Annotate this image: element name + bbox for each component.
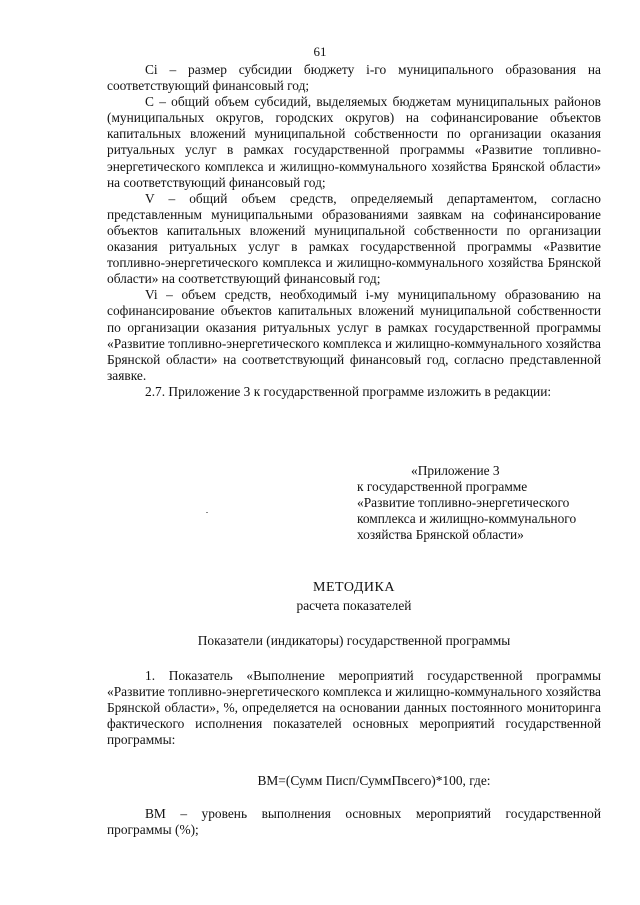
subsidy-definitions	[107, 62, 601, 400]
paragraph-appendix-instruction: 2.7. Приложение 3 к государственной программе изложить в редакции:	[145, 383, 552, 399]
paragraph-vi-definition: Vi – объем средств, необходимый i-му муниципальному образованию на софинансирование объектов капитальных вложений муниципальной собственности по организации оказания ритуальных услуг в рамках государственной программы «Развитие топливно-энергетического комплекса и жилищно-коммунального хозяйства Брянской области» на соответствующий финансовый год, согласно представленной заявке.	[107, 287, 601, 383]
page-number: 61	[313, 44, 327, 59]
scan-speck	[206, 512, 208, 513]
paragraph-vm-definition: ВМ – уровень выполнения основных мероприятий государственной программы (%);	[107, 806, 601, 838]
formula: ВМ=(Сумм Писп/СуммПвсего)*100, где:	[257, 773, 491, 788]
methodology-subtitle: расчета показателей	[296, 598, 412, 613]
methodology-title: МЕТОДИКА	[313, 580, 395, 595]
formula-definitions	[107, 806, 601, 838]
indicator-description	[107, 668, 601, 748]
paragraph-ci-definition: Ci – размер субсидии бюджету i-го муниципального образования на соответствующий финансовый год;	[107, 62, 601, 94]
appendix-line: хозяйства Брянской области»	[357, 527, 524, 543]
paragraph-c-definition: С – общий объем субсидий, выделяемых бюджетам муниципальных районов (муниципальных округов, городских округов) на софинансирование объектов капитальных вложений муниципальной собственности по организации оказания ритуальных услуг в рамках государственной программы «Развитие топливно-энергетического комплекса и жилищно-коммунального хозяйства Брянской области» на соответствующий финансовый год;	[107, 94, 601, 190]
appendix-line: к государственной программе	[357, 479, 528, 495]
appendix-header	[357, 463, 607, 543]
paragraph-indicator-1: 1. Показатель «Выполнение мероприятий государственной программы «Развитие топливно-энергетического комплекса и жилищно-коммунального хозяйства Брянской области», %, определяется на основании данных постоянного мониторинга фактического исполнения показателей основных мероприятий государственной программы:	[107, 668, 601, 748]
paragraph-v-definition: V – общий объем средств, определяемый департаментом, согласно представленным муниципальными образованиями заявкам на софинансирование объектов капитальных вложений муниципальной собственности по организации оказания ритуальных услуг в рамках государственной программы «Развитие топливно-энергетического комплекса и жилищно-коммунального хозяйства Брянской области» на соответствующий финансовый год;	[107, 190, 601, 287]
appendix-line: комплекса и жилищно-коммунального	[357, 511, 577, 527]
appendix-line: «Развитие топливно-энергетического	[357, 495, 570, 511]
appendix-line: «Приложение 3	[411, 463, 500, 478]
section-heading: Показатели (индикаторы) государственной программы	[197, 633, 511, 648]
